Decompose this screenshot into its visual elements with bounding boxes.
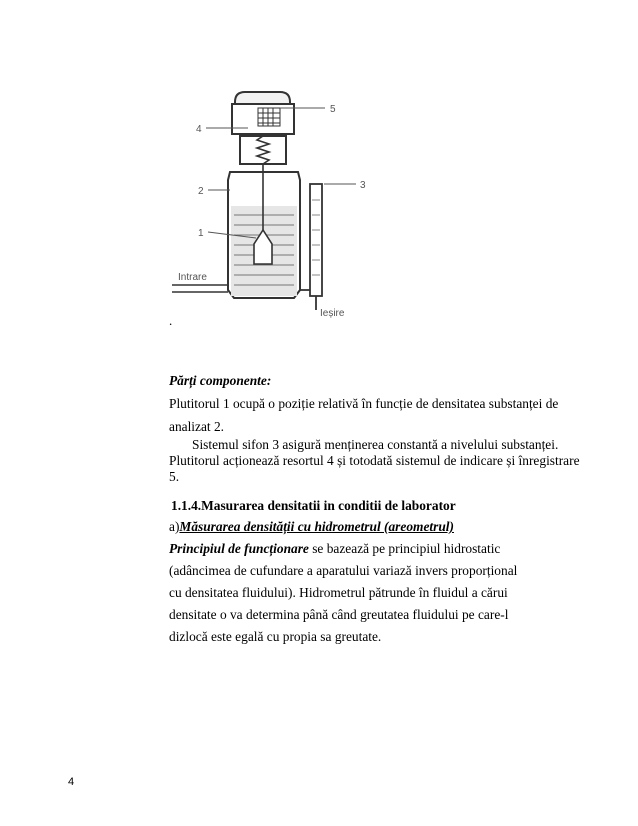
principle-line-3: cu densitatea fluidului). Hidrometrul pătrunde în fluidul a cărui — [169, 585, 508, 600]
parts-line-1: Plutitorul 1 ocupă o poziție relativă în funcție de densitatea substanței de — [169, 396, 559, 411]
parts-line-3: Sistemul sifon 3 asigură menținerea constantă a nivelului substanței. — [192, 437, 559, 452]
label-3: 3 — [360, 180, 366, 191]
stray-dot: . — [169, 313, 173, 328]
inlet-pipe — [172, 285, 228, 292]
densimeter-diagram — [160, 80, 420, 320]
subsection-prefix: a) — [169, 519, 180, 534]
label-intrare: Intrare — [178, 272, 207, 283]
subsection-title-text: Măsurarea densității cu hidrometrul (areometrul) — [179, 519, 454, 534]
parts-heading: Părți componente: — [169, 373, 272, 388]
diagram-svg — [160, 80, 420, 320]
principle-line-5: dizlocă este egală cu propia sa greutate. — [169, 629, 382, 644]
principle-text: se bazează pe principiul hidrostatic — [308, 541, 501, 556]
label-2: 2 — [198, 186, 204, 197]
page-number: 4 — [68, 776, 75, 788]
label-iesire: Ieșire — [320, 308, 345, 319]
label-5: 5 — [330, 104, 336, 115]
parts-line-2: analizat 2. — [169, 419, 225, 434]
siphon-tube — [300, 184, 322, 310]
parts-line-4: Plutitorul acționează resortul 4 și totodată sistemul de indicare și înregistrare — [169, 453, 580, 468]
top-cap — [235, 92, 290, 104]
principle-line-2: (adâncimea de cufundare a aparatului variază invers proporțional — [169, 563, 518, 578]
section-heading: 1.1.4.Masurarea densitatii in conditii de laborator — [171, 498, 456, 513]
parts-line-5: 5. — [169, 469, 180, 484]
label-4: 4 — [196, 124, 202, 135]
principle-label: Principiul de funcționare — [169, 541, 309, 556]
label-1: 1 — [198, 228, 204, 239]
principle-line-4: densitate o va determina până când greutatea fluidului pe care-l — [169, 607, 509, 622]
principle-line-1 — [169, 541, 500, 557]
subsection-title — [169, 519, 454, 535]
